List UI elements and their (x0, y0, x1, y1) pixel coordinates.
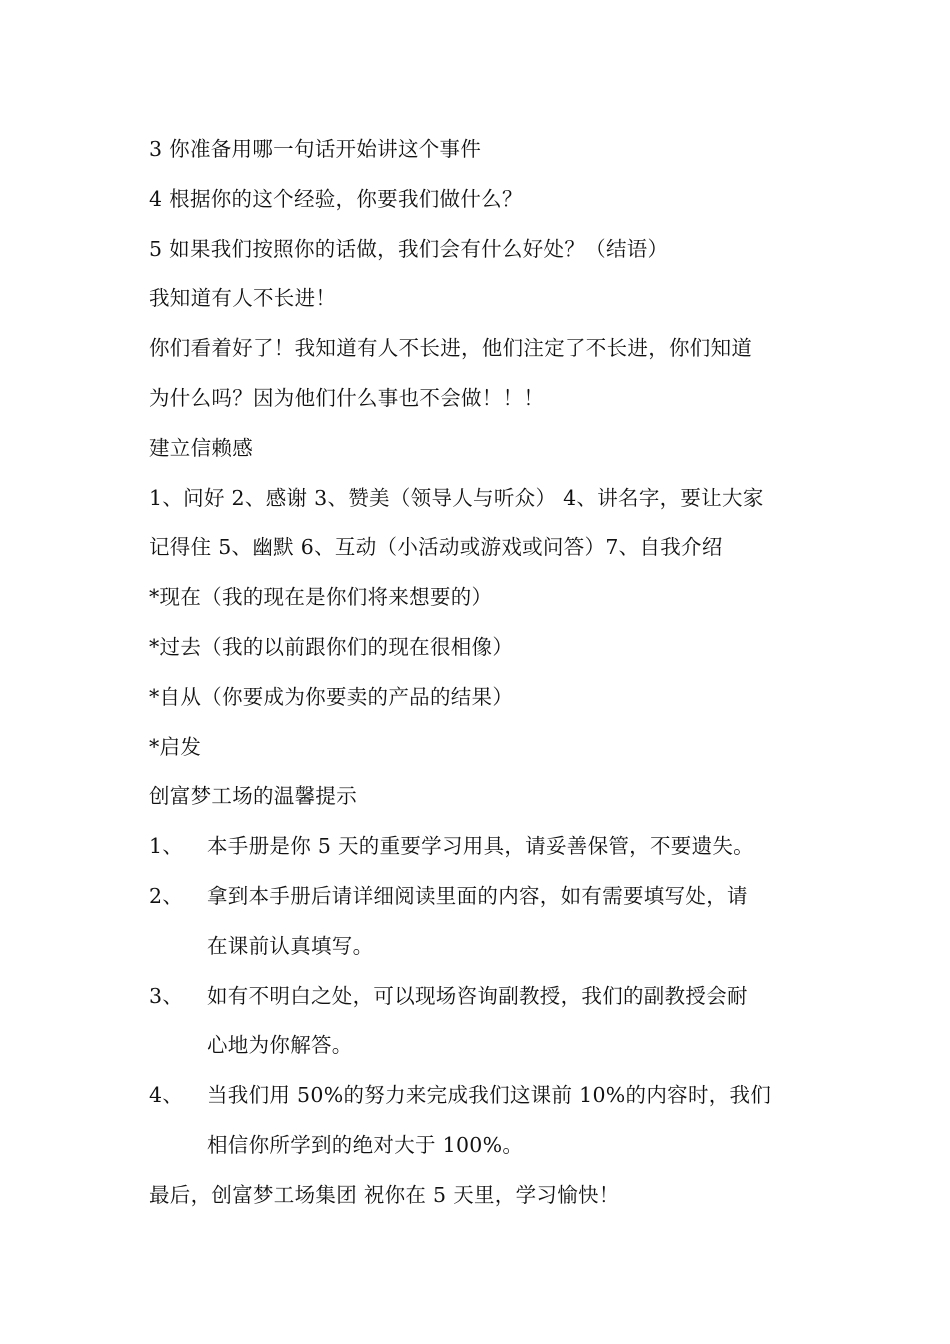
tip-continuation: 心地为你解答。 (207, 1033, 353, 1058)
tip-continuation: 相信你所学到的绝对大于 100%。 (207, 1132, 524, 1157)
closing-line: 最后，创富梦工场集团 祝你在 5 天里，学习愉快！ (149, 1182, 620, 1207)
bullet-line: *启发 (149, 734, 202, 759)
text-line: 为什么吗？因为他们什么事也不会做！！！ (149, 385, 545, 410)
tip-number: 3、 (149, 983, 184, 1008)
tip-number: 1、 (149, 834, 184, 859)
tip-text: 拿到本手册后请详细阅读里面的内容，如有需要填写处，请 (207, 883, 748, 908)
tip-continuation: 在课前认真填写。 (207, 933, 374, 958)
tip-item (149, 878, 809, 928)
text-line: 3 你准备用哪一句话开始讲这个事件 (149, 137, 482, 161)
tip-item (149, 978, 809, 1028)
section-heading: 建立信赖感 (149, 435, 253, 460)
text-line: 4 根据你的这个经验，你要我们做什么？ (149, 186, 523, 211)
text-line: 5 如果我们按照你的话做，我们会有什么好处？（结语） (149, 236, 669, 261)
tip-text: 当我们用 50%的努力来完成我们这课前 10%的内容时，我们 (207, 1083, 772, 1108)
text-line: 我知道有人不长进！ (149, 286, 337, 311)
tip-number: 2、 (149, 883, 184, 908)
tip-text: 本手册是你 5 天的重要学习用具，请妥善保管，不要遗失。 (207, 834, 754, 859)
bullet-line: *现在（我的现在是你们将来想要的） (149, 585, 493, 610)
tip-item (149, 828, 809, 878)
text-line: 1、问好 2、感谢 3、赞美（领导人与听众） 4、讲名字，要让大家 (149, 485, 764, 510)
text-line: 你们看着好了！我知道有人不长进，他们注定了不长进，你们知道 (149, 336, 753, 361)
text-line: 记得住 5、幽默 6、互动（小活动或游戏或问答）7、自我介绍 (149, 535, 723, 560)
bullet-line: *自从（你要成为你要卖的产品的结果） (149, 684, 514, 709)
tip-item (149, 1077, 809, 1127)
section-heading: 创富梦工场的温馨提示 (149, 784, 357, 809)
tip-number: 4、 (149, 1083, 184, 1108)
document-body (149, 131, 809, 1227)
tip-text: 如有不明白之处，可以现场咨询副教授，我们的副教授会耐 (207, 983, 748, 1008)
bullet-line: *过去（我的以前跟你们的现在很相像） (149, 634, 514, 659)
